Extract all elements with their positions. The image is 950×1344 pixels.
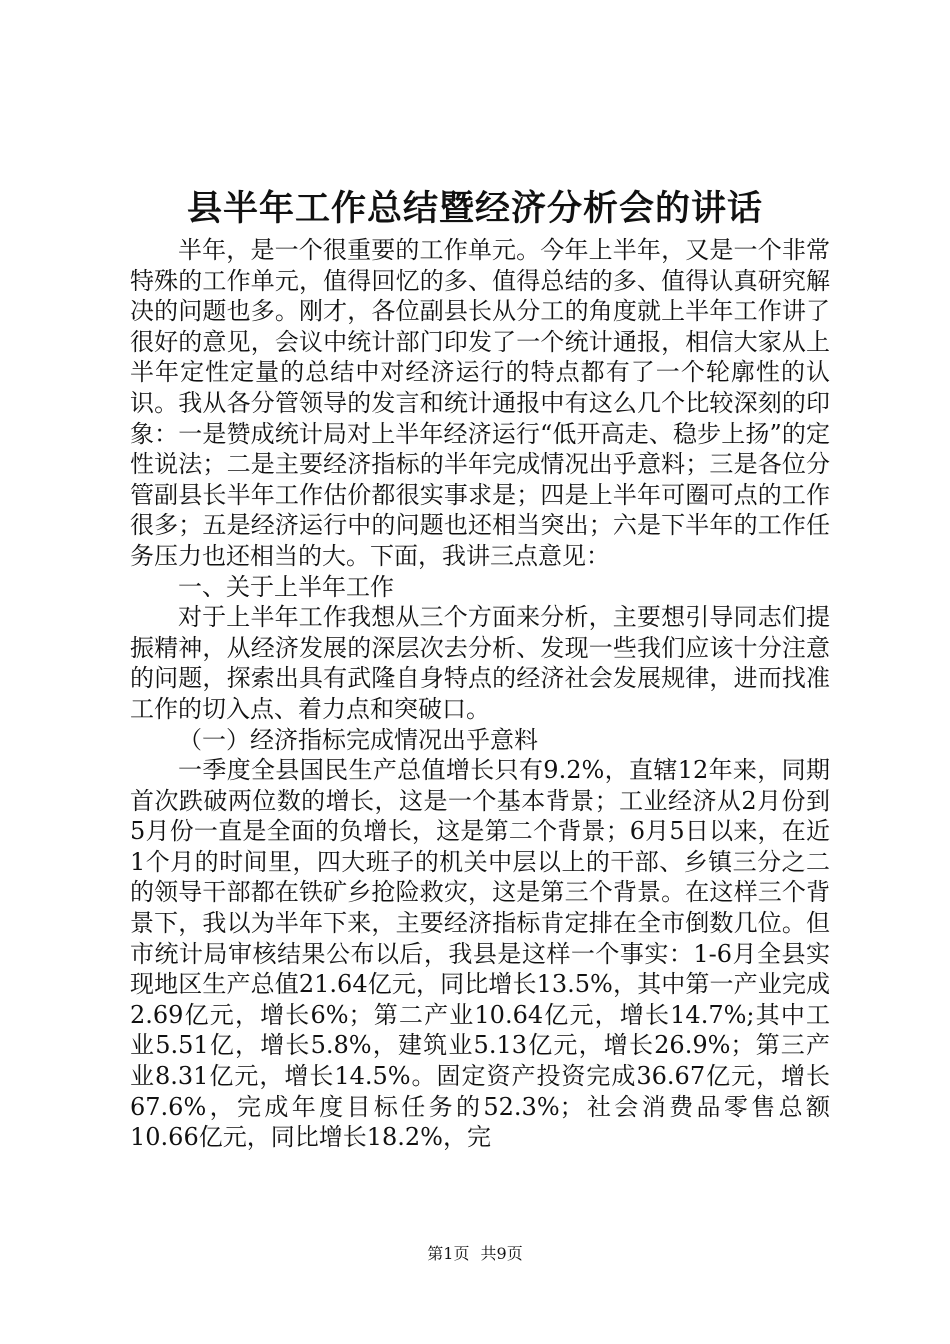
- section-heading-1: 一、关于上半年工作: [178, 572, 394, 601]
- page-footer: [0, 1242, 950, 1266]
- document-title: 县半年工作总结暨经济分析会的讲话: [186, 188, 763, 229]
- subsection-heading-1: （一）经济指标完成情况出乎意料: [178, 725, 538, 754]
- paragraph-section-1: 对于上半年工作我想从三个方面来分析，主要想引导同志们提振精神，从经济发展的深层次去分析、发现一些我们应该十分注意的问题，探索出具有武隆自身特点的经济社会发展规律，进而找准工作的切入点、着力点和突破口。: [130, 603, 830, 723]
- paragraph-intro: 半年，是一个很重要的工作单元。今年上半年，又是一个非常特殊的工作单元，值得回忆的多、值得总结的多、值得认真研究解决的问题也多。刚才，各位副县长从分工的角度就上半年工作讲了很好的意见，会议中统计部门印发了一个统计通报，相信大家从上半年定性定量的总结中对经济运行的特点都有了一个轮廓性的认识。我从各分管领导的发言和统计通报中有这么几个比较深刻的印象：一是赞成统计局对上半年经济运行“低开高走、稳步上扬”的定性说法；二是主要经济指标的半年完成情况出乎意料；三是各位分管副县长半年工作估价都很实事求是；四是上半年可圈可点的工作很多；五是经济运行中的问题也还相当突出；六是下半年的工作任务压力也还相当的大。下面，我讲三点意见：: [130, 236, 830, 570]
- total-pages: 共9页: [480, 1244, 523, 1263]
- document-body: [130, 235, 830, 1153]
- paragraph-indicators: 一季度全县国民生产总值增长只有9.2%，直辖12年来，同期首次跌破两位数的增长，这是一个基本背景；工业经济从2月份到5月份一直是全面的负增长，这是第二个背景；6月5日以来，在近1个月的时间里，四大班子的机关中层以上的干部、乡镇三分之二的领导干部都在铁矿乡抢险救灾，这是第三个背景。在这样三个背景下，我以为半年下来，主要经济指标肯定排在全市倒数几位。但市统计局审核结果公布以后，我县是这样一个事实：1-6月全县实现地区生产总值21.64亿元，同比增长13.5%，其中第一产业完成2.69亿元，增长6%；第二产业10.64亿元，增长14.7%;其中工业5.51亿，增长5.8%，建筑业5.13亿元，增长26.9%；第三产业8.31亿元，增长14.5%。固定资产投资完成36.67亿元，增长67.6%，完成年度目标任务的52.3%；社会消费品零售总额10.66亿元，同比增长18.2%，完: [130, 756, 830, 1152]
- page-number: 第1页: [427, 1244, 470, 1263]
